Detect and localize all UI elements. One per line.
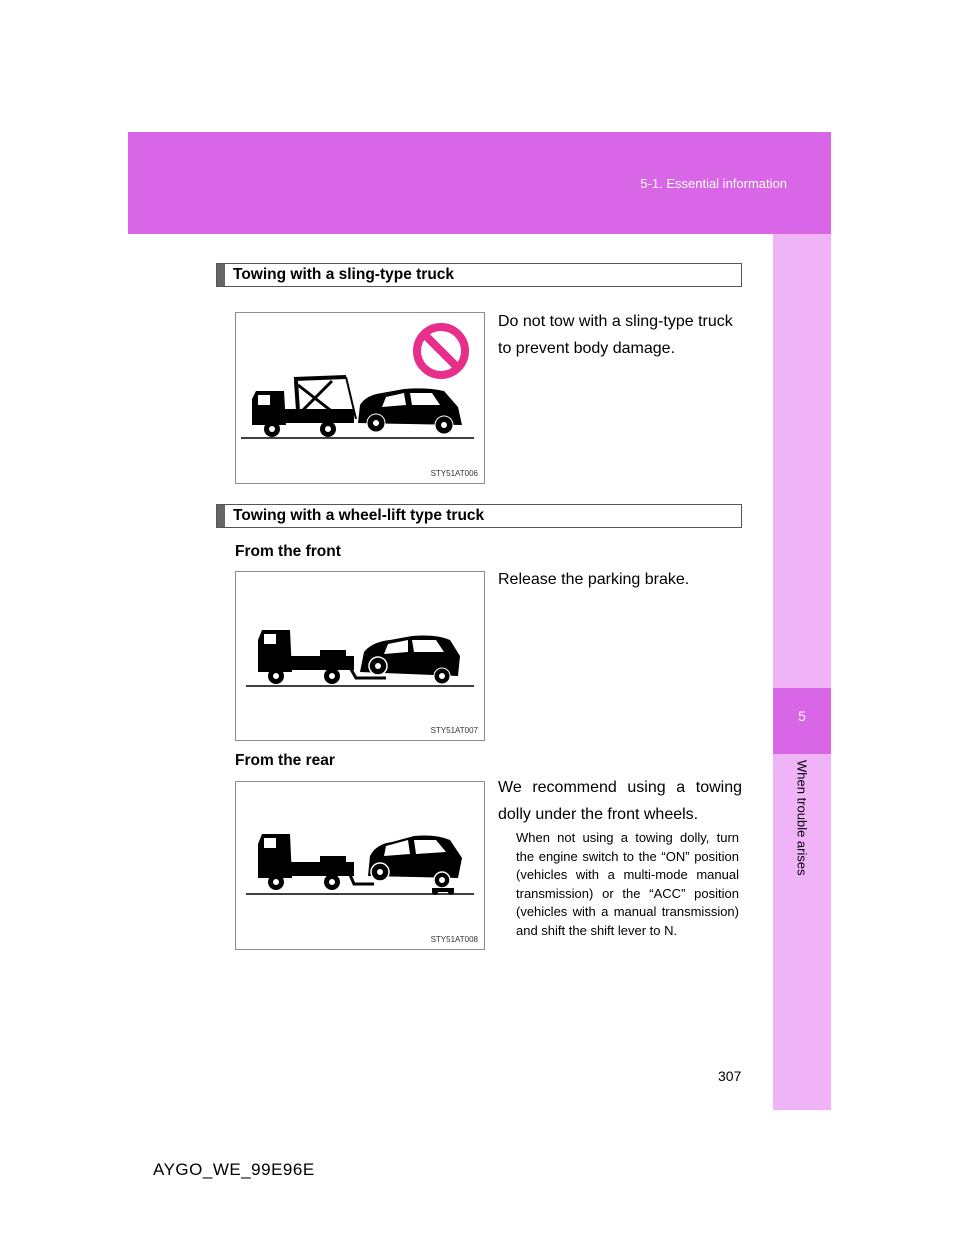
front-tow-illustration [236,572,486,742]
front-instruction: Release the parking brake. [498,571,690,588]
figure-front-tow [235,571,485,741]
figure-sling-truck [235,312,485,484]
sling-truck-illustration [236,313,486,485]
figure-rear-tow [235,781,485,950]
page-number: 307 [718,1068,742,1084]
heading-bar [217,505,225,527]
chapter-title-text: When trouble arises [794,760,810,876]
rear-instruction: We recommend using a towing dolly under the front wheels. [498,779,742,823]
section-heading-text: Towing with a sling-type truck [233,266,455,283]
rear-note: When not using a towing dolly, turn the engine switch to the “ON” position (vehicles with a multi-mode manual transmission) or the “ACC” position (vehicles with a manual transmission) and shift the shift lever to N. [516,830,739,938]
header-band [128,132,831,234]
section-heading-sling [216,263,742,287]
subheading-rear: From the rear [235,752,335,769]
section-heading-text: Towing with a wheel-lift type truck [233,507,485,524]
figure-code: STY51AT007 [430,726,478,735]
chapter-number: 5 [798,708,806,724]
sling-instruction: Do not tow with a sling-type truck to prevent body damage. [498,313,733,357]
section-label: 5-1. Essential information [640,176,787,191]
chapter-title [773,760,831,900]
rear-tow-illustration [236,782,486,951]
figure-code: STY51AT008 [430,935,478,944]
chapter-tab[interactable] [773,688,831,754]
prohibition-icon [417,327,465,375]
figure-code: STY51AT006 [430,469,478,478]
subheading-front: From the front [235,543,341,560]
heading-bar [217,264,225,286]
document-code: AYGO_WE_99E96E [153,1160,315,1179]
section-heading-wheel-lift [216,504,742,528]
chapter-side-strip [773,234,831,1110]
